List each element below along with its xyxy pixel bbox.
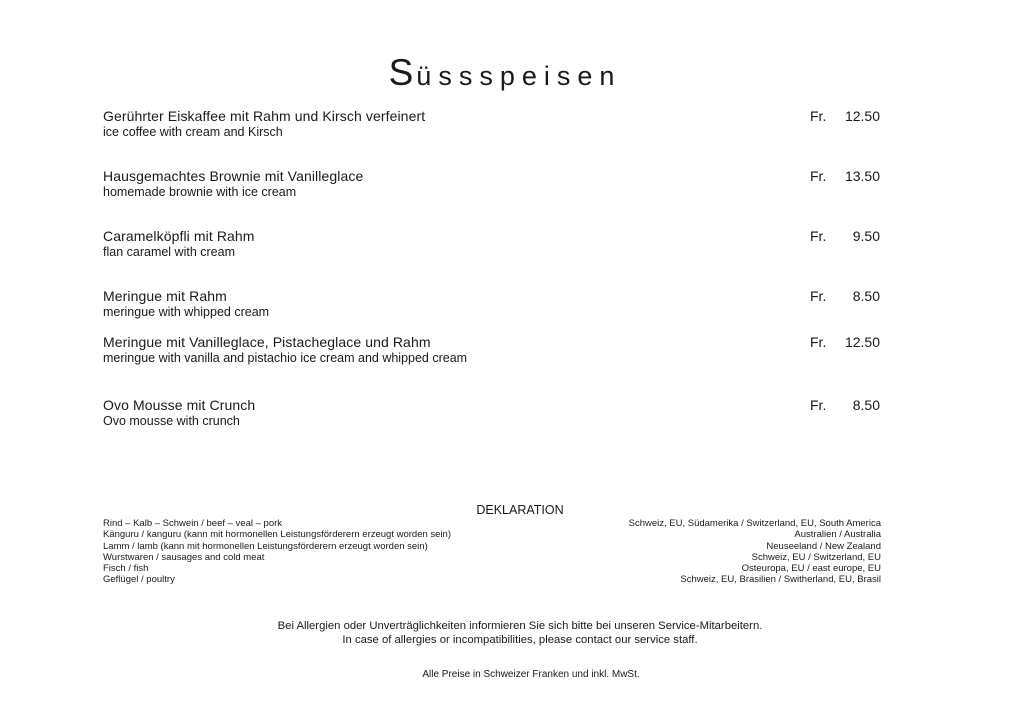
- declaration-origin: Schweiz, EU, Brasilien / Switherland, EU, Brasil: [680, 574, 881, 586]
- menu-item-price: 8.50: [852, 288, 880, 304]
- menu-item-name-en: meringue with vanilla and pistachio ice cream and whipped cream: [103, 351, 468, 365]
- menu-item-price: 9.50: [852, 228, 880, 244]
- menu-item-currency: Fr.: [810, 108, 827, 124]
- menu-item-name-en: ice coffee with cream and Kirsch: [103, 125, 283, 139]
- menu-item-name-en: flan caramel with cream: [103, 245, 235, 259]
- menu-item-price: 12.50: [844, 334, 880, 350]
- declaration-product: Geflügel / poultry: [103, 574, 175, 586]
- page-title-rest: üssspeisen: [416, 61, 622, 91]
- menu-item: [103, 397, 883, 429]
- declaration-origin: Neuseeland / New Zealand: [766, 540, 881, 552]
- menu-item-name-de: Ovo Mousse mit Crunch: [103, 397, 256, 413]
- declaration-product: Wurstwaren / sausages and cold meat: [103, 551, 265, 563]
- menu-item-name-de: Meringue mit Vanilleglace, Pistacheglace und Rahm: [103, 334, 431, 350]
- declaration-origins: [629, 518, 881, 586]
- menu-item-name-de: Meringue mit Rahm: [103, 288, 227, 304]
- menu-item-currency: Fr.: [810, 168, 827, 184]
- menu-item-currency: Fr.: [810, 397, 827, 413]
- menu-item: [103, 168, 883, 200]
- menu-item: [103, 108, 883, 140]
- menu-item-name-de: Caramelköpfli mit Rahm: [103, 228, 255, 244]
- menu-item-name-de: Hausgemachtes Brownie mit Vanilleglace: [103, 168, 364, 184]
- menu-item-name-en: meringue with whipped cream: [103, 305, 270, 319]
- menu-item-currency: Fr.: [810, 288, 827, 304]
- declaration-title: DEKLARATION: [476, 503, 564, 517]
- declaration-product: Fisch / fish: [103, 563, 149, 575]
- menu-item-price: 13.50: [844, 168, 880, 184]
- menu-item-currency: Fr.: [810, 228, 827, 244]
- declaration-origin: Osteuropa, EU / east europe, EU: [741, 563, 881, 575]
- page-title-initial: S: [388, 52, 417, 93]
- menu-item-name-en: homemade brownie with ice cream: [103, 185, 297, 199]
- declaration-product: Lamm / lamb (kann mit hormonellen Leistungsförderern erzeugt worden sein): [103, 540, 428, 552]
- menu-item: [103, 288, 883, 320]
- allergy-notice: [0, 619, 1024, 647]
- declaration-product: Känguru / kanguru (kann mit hormonellen Leistungsförderern erzeugt worden sein): [103, 529, 452, 541]
- menu-item-currency: Fr.: [810, 334, 827, 350]
- menu-item-price: 8.50: [852, 397, 880, 413]
- allergy-notice-de: Bei Allergien oder Unverträglichkeiten informieren Sie sich bitte bei unseren Service-Mitarbeitern.: [277, 620, 763, 632]
- declaration-origin: Schweiz, EU / Switzerland, EU: [751, 551, 881, 563]
- page-title: [0, 52, 1010, 94]
- menu-item-price: 12.50: [844, 108, 880, 124]
- declaration-origin: Australien / Australia: [794, 529, 881, 541]
- menu-item: [103, 334, 883, 366]
- declaration-products: [103, 518, 451, 586]
- menu-item-name-de: Gerührter Eiskaffee mit Rahm und Kirsch verfeinert: [103, 108, 426, 124]
- menu-item-name-en: Ovo mousse with crunch: [103, 414, 240, 428]
- allergy-notice-en: In case of allergies or incompatibilities, please contact our service staff.: [342, 634, 698, 646]
- declaration-origin: Schweiz, EU, Südamerika / Switzerland, EU, South America: [628, 518, 881, 529]
- menu-item: [103, 228, 883, 260]
- declaration-product: Rind – Kalb – Schwein / beef – veal – pork: [103, 518, 283, 529]
- price-note: Alle Preise in Schweizer Franken und inkl. MwSt.: [422, 669, 640, 680]
